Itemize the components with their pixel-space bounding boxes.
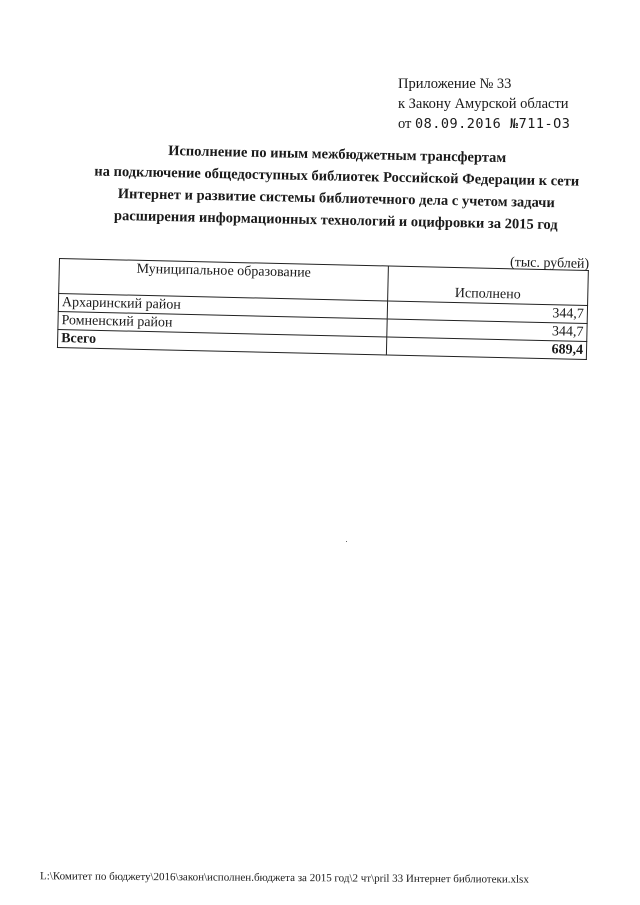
execution-table — [57, 258, 589, 360]
row-municipality-name: Ромненский район — [58, 311, 387, 336]
appendix-date-prefix: от — [398, 116, 412, 132]
appendix-date-number: 08.09.2016 №711-ОЗ — [415, 116, 571, 132]
appendix-header — [398, 74, 570, 134]
header-executed: Исполнено — [388, 266, 589, 306]
row-executed-value: 344,7 — [387, 319, 587, 342]
scan-speck — [346, 541, 347, 542]
title-line-4: расширения информационных технологий и оцифровки за 2015 год — [113, 207, 558, 234]
appendix-number: Приложение № 33 — [398, 76, 512, 92]
title-line-1: Исполнение по иным межбюджетным трансфертам — [168, 143, 507, 167]
total-label: Всего — [57, 329, 386, 354]
appendix-date-line — [398, 114, 570, 134]
document-title — [68, 138, 605, 237]
appendix-law-reference: к Закону Амурской области — [398, 96, 569, 112]
header-municipality: Муниципальное образование — [59, 259, 389, 301]
total-value: 689,4 — [386, 337, 586, 360]
title-line-2: на подключение общедоступных библиотек Российской Федерации к сети — [94, 163, 580, 190]
row-executed-value: 344,7 — [387, 301, 587, 324]
data-table — [57, 258, 589, 360]
title-line-3: Интернет и развитие системы библиотечного дела с учетом задачи — [117, 186, 555, 212]
file-path-footer: L:\Комитет по бюджету\2016\закон\исполнен.бюджета за 2015 год\2 чт\pril 33 Интернет библиотеки.xlsx — [39, 870, 529, 886]
units-label: (тыс. рублей) — [509, 255, 590, 272]
row-municipality-name: Архаринский район — [58, 294, 387, 319]
